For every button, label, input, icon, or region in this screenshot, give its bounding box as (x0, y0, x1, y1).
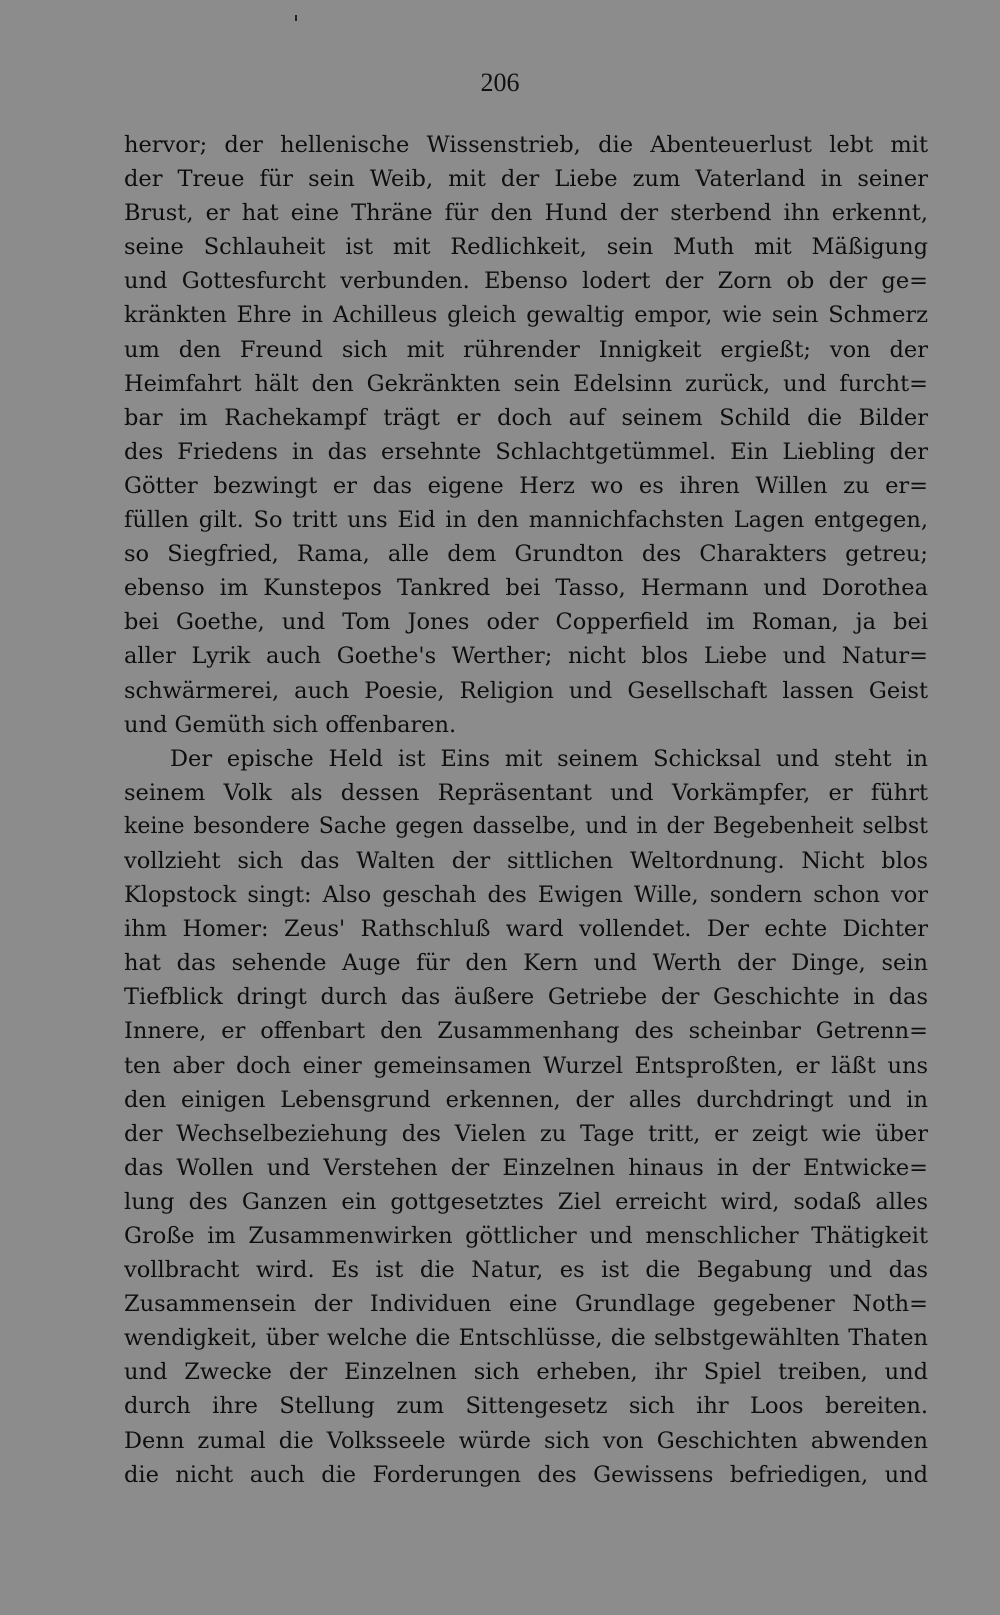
text-line: Götter bezwingt er das eigene Herz wo es ihren Willen zu er= (124, 472, 928, 499)
text-line: ebenso im Kunstepos Tankred bei Tasso, Hermann und Dorothea (124, 575, 928, 602)
body-text (124, 128, 928, 1492)
text-line: den einigen Lebensgrund erkennen, der alles durchdringt und in (124, 1086, 928, 1113)
text-line: der Treue für sein Weib, mit der Liebe zum Vaterland in seiner (124, 166, 928, 193)
text-line: füllen gilt. So tritt uns Eid in den mannichfachsten Lagen entgegen, (124, 507, 928, 534)
page-number: 206 (480, 68, 520, 97)
text-line: keine besondere Sache gegen dasselbe, und in der Begebenheit selbst (124, 813, 928, 839)
text-line: wendigkeit, über welche die Entschlüsse, die selbstgewählten Thaten (124, 1325, 928, 1352)
text-line: vollbracht wird. Es ist die Natur, es ist die Begabung und das (124, 1257, 928, 1284)
text-line: die nicht auch die Forderungen des Gewissens befriedigen, und (124, 1461, 928, 1488)
text-line: Zusammensein der Individuen eine Grundlage gegebener Noth= (124, 1291, 928, 1318)
text-line: ihm Homer: Zeus' Rathschluß ward vollendet. Der echte Dichter (124, 916, 928, 943)
text-line: Tiefblick dringt durch das äußere Getriebe der Geschichte in das (124, 984, 928, 1011)
text-line: kränkten Ehre in Achilleus gleich gewaltig empor, wie sein Schmerz (124, 302, 928, 329)
text-line: Heimfahrt hält den Gekränkten sein Edelsinn zurück, und furcht= (124, 370, 928, 397)
text-line: so Siegfried, Rama, alle dem Grundton des Charakters getreu; (124, 541, 928, 568)
text-line: ten aber doch einer gemeinsamen Wurzel Entsproßten, er läßt uns (124, 1052, 928, 1079)
text-line: seine Schlauheit ist mit Redlichkeit, sein Muth mit Mäßigung (124, 234, 928, 261)
text-line: hervor; der hellenische Wissenstrieb, die Abenteuerlust lebt mit (124, 132, 928, 158)
text-line: lung des Ganzen ein gottgesetztes Ziel erreicht wird, sodaß alles (124, 1188, 928, 1215)
text-line: das Wollen und Verstehen der Einzelnen hinaus in der Entwicke= (124, 1154, 928, 1181)
paragraph-1 (124, 128, 928, 742)
text-line: Große im Zusammenwirken göttlicher und menschlicher Thätigkeit (124, 1223, 928, 1249)
text-line: des Friedens in das ersehnte Schlachtgetümmel. Ein Liebling der (124, 438, 928, 465)
text-line: hat das sehende Auge für den Kern und Werth der Dinge, sein (124, 950, 928, 977)
text-line: Innere, er offenbart den Zusammenhang des scheinbar Getrenn= (124, 1018, 928, 1045)
paragraph-2 (124, 742, 928, 1492)
text-line: der Wechselbeziehung des Vielen zu Tage tritt, er zeigt wie über (124, 1120, 928, 1147)
text-line: seinem Volk als dessen Repräsentant und Vorkämpfer, er führt (124, 779, 928, 806)
text-line: Klopstock singt: Also geschah des Ewigen Wille, sondern schon vor (124, 882, 928, 909)
text-line: um den Freund sich mit rührender Innigkeit ergießt; von der (124, 336, 928, 363)
text-line: Brust, er hat eine Thräne für den Hund der sterbend ihn erkennt, (124, 200, 928, 227)
text-line: aller Lyrik auch Goethe's Werther; nicht blos Liebe und Natur= (124, 643, 928, 670)
text-line: Denn zumal die Volksseele würde sich von Geschichten abwenden (124, 1427, 928, 1454)
text-line: durch ihre Stellung zum Sittengesetz sich ihr Loos bereiten. (124, 1393, 928, 1420)
text-line: bei Goethe, und Tom Jones oder Copperfield im Roman, ja bei (124, 609, 928, 636)
text-line: vollzieht sich das Walten der sittlichen Weltordnung. Nicht blos (124, 847, 928, 874)
text-line: bar im Rachekampf trägt er doch auf seinem Schild die Bilder (124, 404, 928, 431)
text-line: Der epische Held ist Eins mit seinem Schicksal und steht in (170, 745, 928, 772)
text-line: und Gottesfurcht verbunden. Ebenso lodert der Zorn ob der ge= (124, 268, 928, 295)
text-line: schwärmerei, auch Poesie, Religion und Gesellschaft lassen Geist (124, 677, 928, 704)
text-line: und Zwecke der Einzelnen sich erheben, ihr Spiel treiben, und (124, 1359, 928, 1386)
paper-speck (295, 15, 297, 21)
text-line: und Gemüth sich offenbaren. (124, 711, 457, 738)
